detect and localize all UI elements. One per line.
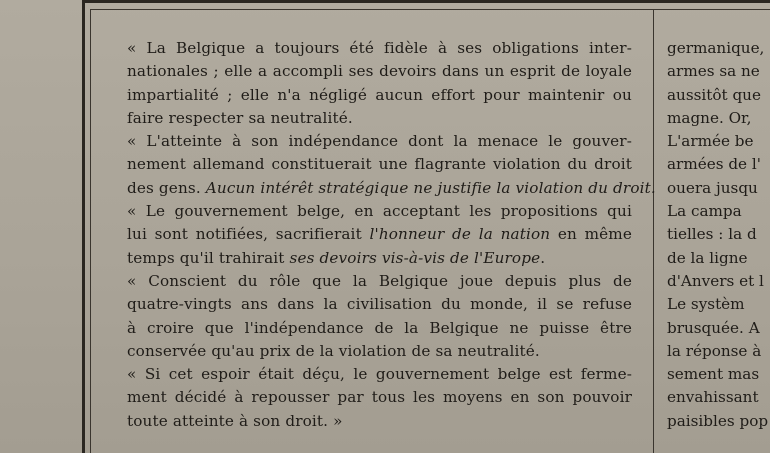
text-line: envahissant — [667, 388, 759, 407]
text-line: Le systèm — [667, 295, 745, 314]
text-line: nationales ; elle a accompli ses devoirs dans un esprit de loyale — [127, 62, 632, 81]
text-line: sement mas — [667, 365, 760, 384]
text-line-mixed — [127, 177, 656, 200]
plain-text: . — [540, 248, 546, 267]
text-line: la réponse à — [667, 341, 762, 360]
text-line: « Le gouvernement belge, en acceptant les propositions qui — [127, 202, 632, 221]
text-line: quatre-vingts ans dans la civilisation du monde, il se refuse — [127, 295, 632, 314]
text-line: « La Belgique a toujours été fidèle à ses obligations inter- — [127, 39, 632, 57]
text-line: nement allemand constituerait une flagrante violation du droit — [127, 155, 632, 174]
text-line: brusquée. A — [667, 318, 760, 337]
text-line: « L'atteinte à son indépendance dont la menace le gouver- — [127, 132, 632, 151]
text-line: impartialité ; elle n'a négligé aucun effort pour maintenir ou — [127, 85, 632, 104]
text-line: germanique, — [667, 39, 765, 57]
text-line: aussitôt que — [667, 85, 761, 104]
text-line: ment décidé à repousser par tous les moyens en son pouvoir — [127, 388, 632, 407]
text-line: faire respecter sa neutralité. — [127, 108, 353, 127]
plain-text: des gens. — [127, 178, 206, 197]
text-line-mixed — [127, 247, 632, 270]
italic-text: l'honneur de la nation — [369, 225, 551, 244]
text-line: La campa — [667, 202, 742, 221]
text-line: d'Anvers et l — [667, 271, 764, 290]
text-line: « Si cet espoir était déçu, le gouvernement belge est ferme- — [127, 365, 632, 384]
main-text-column — [127, 37, 656, 433]
text-line-mixed — [127, 223, 632, 246]
text-line: à croire que l'indépendance de la Belgique ne puisse être — [127, 318, 632, 337]
text-line: magne. Or, — [667, 108, 752, 127]
text-line: ouera jusqu — [667, 178, 758, 197]
text-line: tielles : la d — [667, 225, 757, 244]
plain-text: temps qu'il trahirait — [127, 248, 290, 267]
text-line: armes sa ne — [667, 62, 760, 81]
plain-text: en même — [550, 225, 632, 244]
text-line: toute atteinte à son droit. » — [127, 411, 343, 430]
right-text-column-cropped — [667, 37, 770, 433]
italic-text: ses devoirs vis-à-vis de l'Europe — [289, 248, 541, 267]
plain-text: lui sont notifiées, sacrifierait — [127, 225, 370, 244]
text-line: « Conscient du rôle que la Belgique joue depuis plus de — [127, 271, 632, 290]
text-line: conservée qu'au prix de la violation de sa neutralité. — [127, 341, 540, 360]
column-divider — [653, 9, 654, 453]
text-line: L'armée be — [667, 132, 754, 151]
text-line: armées de l' — [667, 155, 761, 174]
italic-text: Aucun intérêt stratégique ne justifie la violation du droit. — [205, 178, 656, 197]
text-line: de la ligne — [667, 248, 748, 267]
text-line: paisibles pop — [667, 411, 769, 430]
